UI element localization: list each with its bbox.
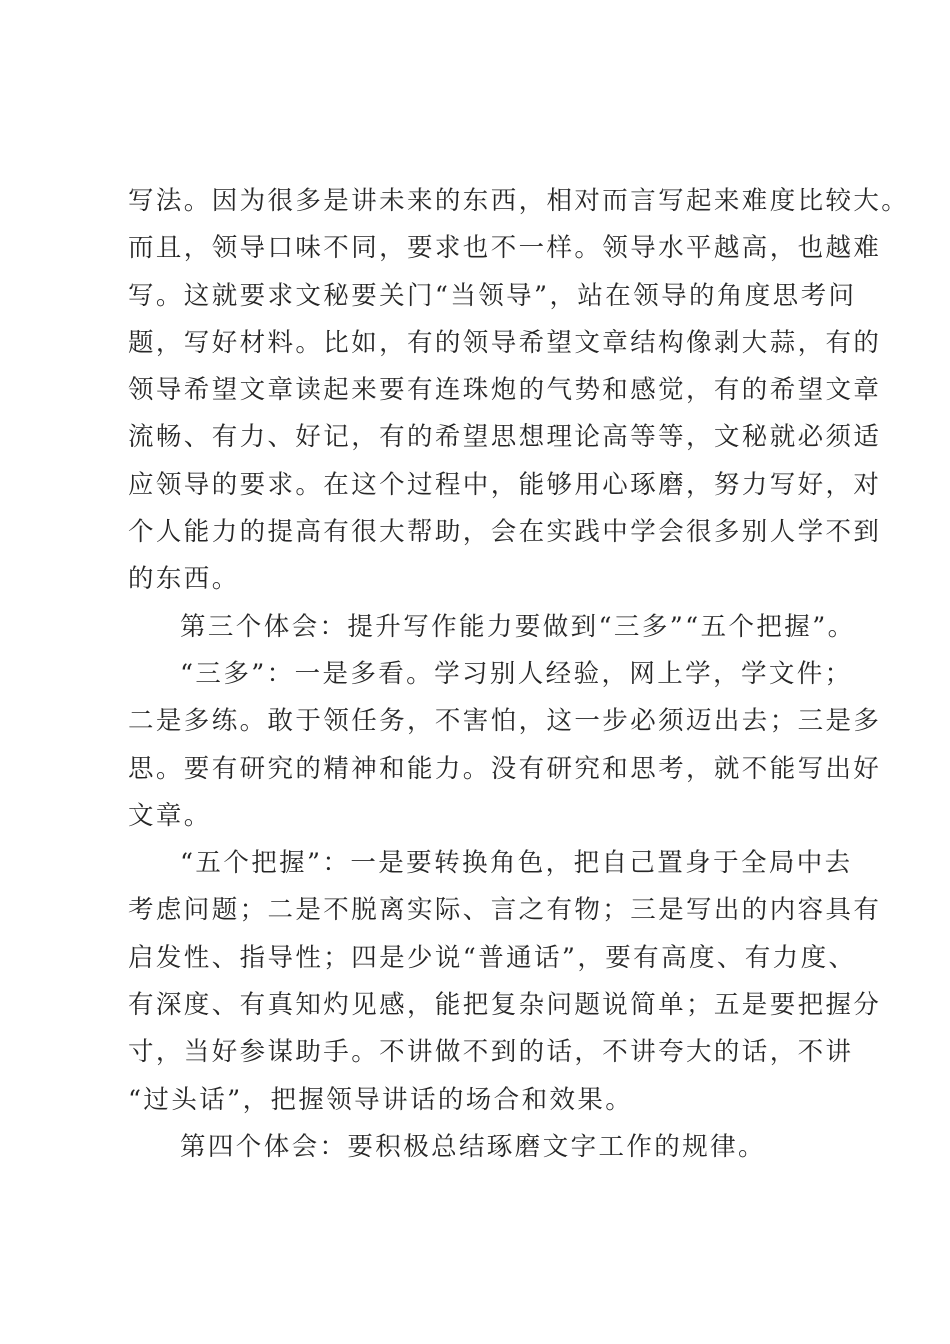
- text-line: “三多”：一是多看。学习别人经验，网上学，学文件；: [180, 658, 853, 689]
- text-line: 个人能力的提高有很大帮助，会在实践中学会很多别人学不到: [128, 517, 882, 548]
- text-line: 二是多练。敢于领任务，不害怕，这一步必须迈出去；三是多: [128, 706, 882, 737]
- text-line: 而且，领导口味不同，要求也不一样。领导水平越高，也越难: [128, 233, 882, 264]
- text-line: “五个把握”：一是要转换角色，把自己置身于全局中去: [180, 848, 853, 879]
- text-line: 启发性、指导性；四是少说“普通话”，要有高度、有力度、: [128, 942, 857, 973]
- text-line: 写法。因为很多是讲未来的东西，相对而言写起来难度比较大。: [128, 186, 910, 216]
- text-line: 的东西。: [128, 564, 240, 595]
- text-line: 思。要有研究的精神和能力。没有研究和思考，就不能写出好: [128, 753, 882, 784]
- text-line: 写。这就要求文秘要关门“当领导”，站在领导的角度思考问: [128, 280, 857, 311]
- text-line: 流畅、有力、好记，有的希望思想理论高等等，文秘就必须适: [128, 422, 882, 453]
- text-line: 寸，当好参谋助手。不讲做不到的话，不讲夸大的话，不讲: [128, 1037, 854, 1068]
- text-line: “过头话”，把握领导讲话的场合和效果。: [128, 1084, 634, 1115]
- text-line: 领导希望文章读起来要有连珠炮的气势和感觉，有的希望文章: [128, 375, 882, 406]
- text-line: 题，写好材料。比如，有的领导希望文章结构像剥大蒜，有的: [128, 327, 882, 358]
- paragraph-heading-fourth: 第四个体会：要积极总结琢磨文字工作的规律。: [180, 1131, 766, 1162]
- text-line: 文章。: [128, 800, 212, 831]
- text-line: 考虑问题；二是不脱离实际、言之有物；三是写出的内容具有: [128, 895, 882, 926]
- paragraph-heading-third: 第三个体会：提升写作能力要做到“三多”“五个把握”。: [180, 611, 856, 642]
- text-line: 应领导的要求。在这个过程中，能够用心琢磨，努力写好，对: [128, 469, 882, 500]
- body-text: [128, 178, 910, 1171]
- text-line: 有深度、有真知灼见感，能把复杂问题说简单；五是要把握分: [128, 990, 882, 1021]
